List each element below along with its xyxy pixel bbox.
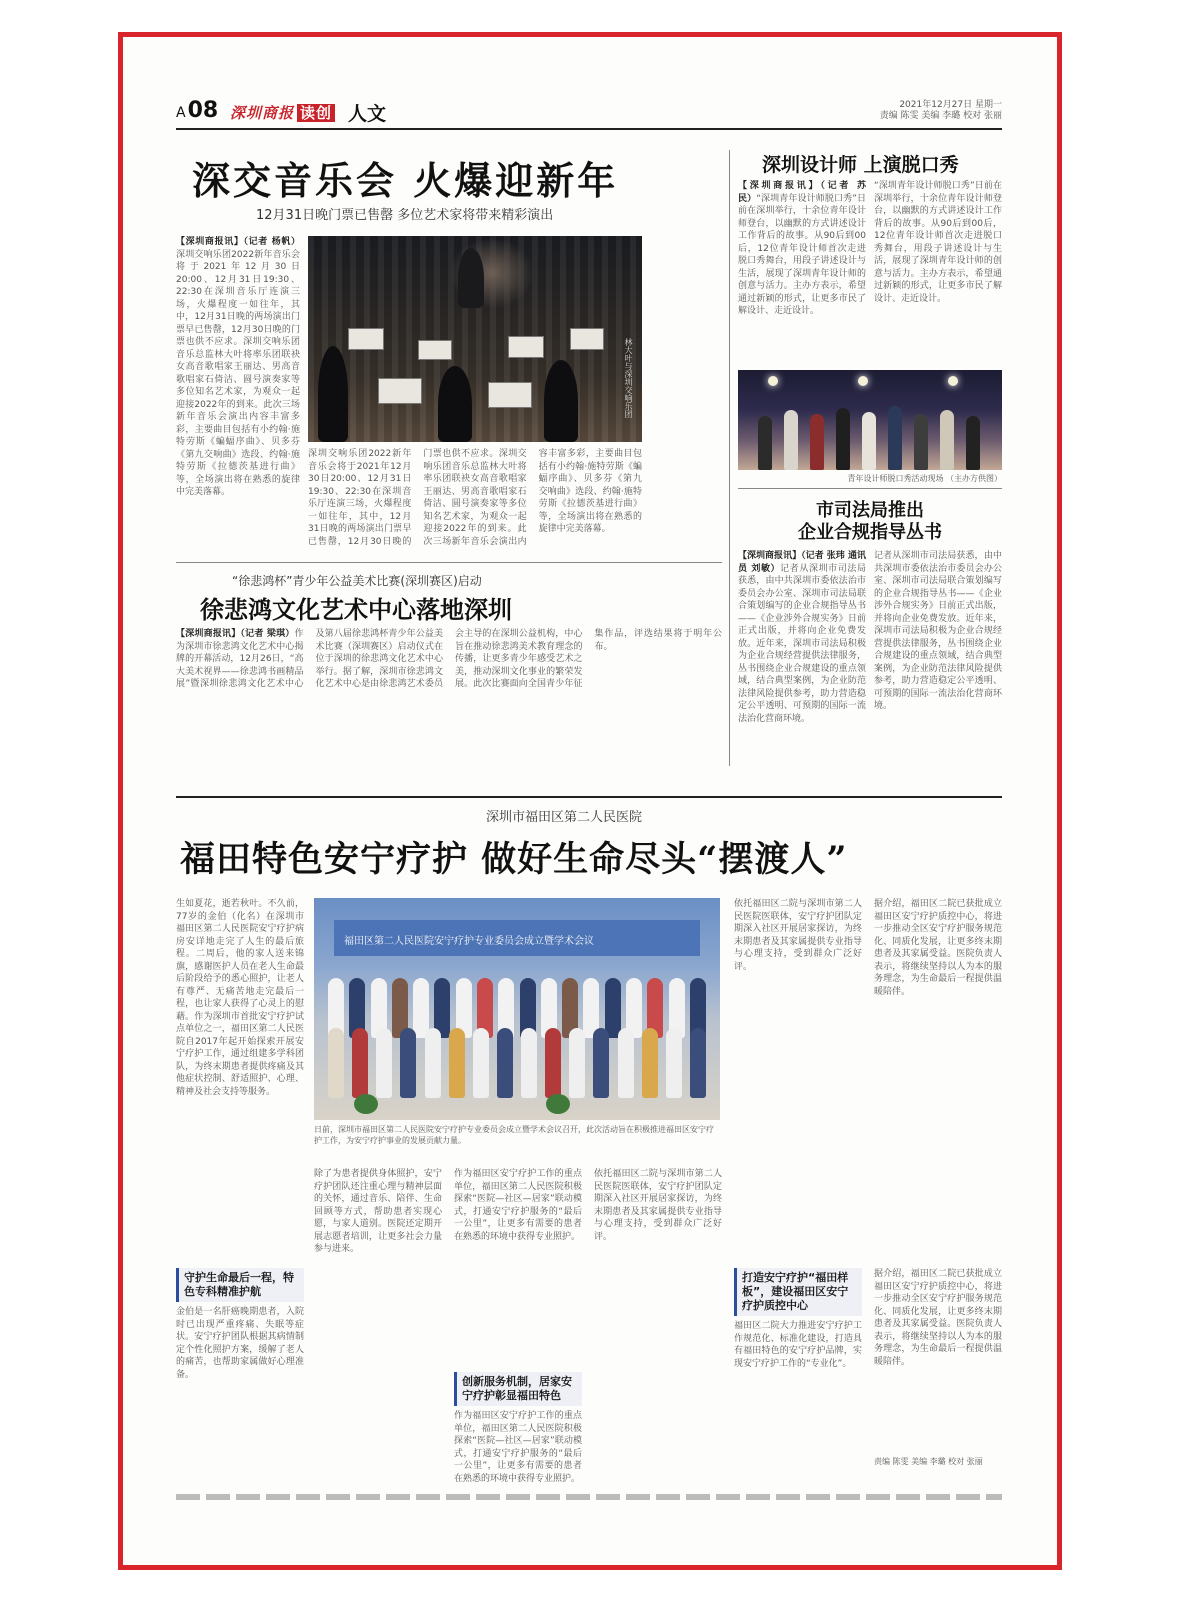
- issue-date: 2021年12月27日 星期一: [899, 100, 1002, 110]
- music-stand: [418, 340, 452, 360]
- designer: [914, 414, 928, 470]
- issue-editors: 责编 陈雯 美编 李璐 校对 张丽: [879, 111, 1002, 121]
- article4-kicker: “徐悲鸿杯”青少年公益美术比赛(深圳赛区)启动: [232, 574, 482, 588]
- group-photo-banner: 福田区第二人民医院安宁疗护专业委员会成立暨学术会议: [334, 920, 700, 956]
- music-stand: [570, 328, 604, 350]
- group-photo-caption: 日前，深圳市福田区第二人民医院安宁疗护专业委员会成立暨学术会议召开，此次活动旨在积极推进福田区安宁疗护工作，为安宁疗护事业的发展贡献力量。: [314, 1125, 714, 1145]
- orchestra-photo-caption: 林大叶与深圳交响乐团: [624, 338, 633, 418]
- fashion-show-photo: [738, 370, 1002, 470]
- article3-body-continued: 记者从深圳市司法局获悉，由中共深圳市委依法治市委员会办公室、深圳市司法局联合策划编写的企业合规指导丛书——《企业涉外合规实务》日前正式出版，并将向企业免费发放。近年来，深圳市司法局积极为企业合规经营提供法律服务，丛书围绕企业合规建设的重点领域，结合典型案例，为企业防范法律风险提供参考，助力营造稳定公平透明、可预期的国际一流法治化营商环境。: [874, 551, 1002, 711]
- article3-title-line1: 市司法局推出: [816, 500, 924, 521]
- designer: [784, 410, 798, 470]
- article1-body: 【深圳商报讯】（记者 杨帆）深圳交响乐团2022新年音乐会将于2021年12月30日20:00、12月31日19:30、22:30在深圳音乐厅连演三场，火爆程度一如往年，其中，12月31日晚的两场演出门票早已售罄，12月30日晚的门票也供不应求。深圳交响乐团音乐总监林大叶将率乐团联袂女高音歌唱家王丽达、男高音歌唱家石倚洁、圆号演奏家等多位知名艺术家，为观众一起迎接2022年的到来。此次三场新年音乐会演出内容丰富多彩，主要曲目包括有小约翰·施特劳斯《蝙蝠序曲》、贝多芬《第九交响曲》选段、约翰·施特劳斯《拉德茨基进行曲》等，全场演出将在熟悉的旋律中完美落幕。: [176, 237, 300, 497]
- paper-badge: 读创: [297, 104, 335, 122]
- article2-title: 深圳设计师 上演脱口秀: [762, 154, 959, 176]
- section-rule: [176, 562, 722, 563]
- article5-body-col4b: 福田区二院大力推进安宁疗护工作规范化、标准化建设，打造具有福田特色的安宁疗护品牌，实现安宁疗护工作的“专业化”。: [734, 1321, 862, 1369]
- feature-top-rule: [176, 796, 1002, 798]
- music-stand: [508, 336, 544, 358]
- article4-title: 徐悲鸿文化艺术中心落地深圳: [200, 595, 512, 624]
- article5-body-col5b: 据介绍，福田区二院已获批成立福田区安宁疗护质控中心，将进一步推动全区安宁疗护服务规范化、同质化发展，让更多终末期患者及其家属受益。医院负责人表示，将继续坚持以人为本的服务理念，为生命最后一程提供温暖陪伴。: [874, 1269, 1002, 1367]
- footer-rule: [176, 1494, 1002, 1500]
- musician: [318, 346, 348, 442]
- plant-pot: [354, 1094, 378, 1114]
- section-rule: [738, 488, 1002, 489]
- footer-editors: 责编 陈雯 美编 李璐 校对 张丽: [874, 1457, 983, 1466]
- designer: [810, 414, 824, 470]
- article5-body-col5: 据介绍，福田区二院已获批成立福田区安宁疗护质控中心，将进一步推动全区安宁疗护服务规范化、同质化发展，让更多终末期患者及其家属受益。医院负责人表示，将继续坚持以人为本的服务理念，为生命最后一程提供温暖陪伴。: [874, 899, 1002, 997]
- masthead: [176, 98, 1002, 126]
- musician: [438, 366, 472, 442]
- article5-subhead3: 打造安宁疗护“福田样板”，建设福田区安宁疗护质控中心: [734, 1268, 862, 1316]
- orchestra-photo: [308, 236, 642, 442]
- article5-body-col1b: 金伯是一名肝癌晚期患者，入院时已出现严重疼痛、失眠等症状。安宁疗护团队根据其病情制定个性化照护方案，缓解了老人的痛苦，也帮助家属做好心理准备。: [176, 1307, 304, 1380]
- designer: [862, 412, 876, 470]
- designer: [758, 416, 772, 470]
- issue-meta: [880, 100, 1002, 122]
- article5-subhead2: 创新服务机制，居家安宁疗护彰显福田特色: [454, 1372, 582, 1406]
- music-stand: [378, 378, 422, 404]
- article2-body-continued: “深圳青年设计师脱口秀”日前在深圳举行，十余位青年设计师登台，以幽默的方式讲述设计工作背后的故事。从90后到00后，12位青年设计师首次走进脱口秀舞台，用段子讲述设计与生活，展现了深圳青年设计师的创意与活力。主办方表示，希望通过新颖的形式，让更多市民了解设计、走近设计。: [874, 181, 1002, 304]
- designer: [888, 406, 902, 470]
- conductor: [458, 248, 484, 308]
- article5-body-col3: 作为福田区安宁疗护工作的重点单位，福田区第二人民医院积极探索“医院—社区—居家”联动模式，打通安宁疗护服务的“最后一公里”，让更多有需要的患者在熟悉的环境中获得专业照护。: [454, 1169, 582, 1242]
- article1-title: 深交音乐会 火爆迎新年: [192, 158, 619, 203]
- article5-body-col1: 生如夏花，逝若秋叶。不久前，77岁的金伯（化名）在深圳市福田区第二人民医院安宁疗护病房安详地走完了人生的最后旅程。二周后，他的家人送来锦旗，感谢医护人员在老人生命最后阶段给予的悉心照护，让老人有尊严、无痛苦地走完最后一程，也让家人获得了心灵上的慰藉。作为深圳市首批安宁疗护试点单位之一，福田区第二人民医院自2017年起开始探索开展安宁疗护工作，通过组建多学科团队，为终末期患者提供疼痛及其他症状控制、舒适照护、心理、精神及社会支持等服务。: [176, 899, 304, 1097]
- article1-subtitle: 12月31日晚门票已售罄 多位艺术家将带来精彩演出: [256, 208, 554, 223]
- article3-body: 【深圳商报讯】（记者 张玮 通讯员 刘敏）记者从深圳市司法局获悉，由中共深圳市委依法治市委员会办公室、深圳市司法局联合策划编写的企业合规指导丛书——《企业涉外合规实务》日前正式出版，并将向企业免费发放。近年来，深圳市司法局积极为企业合规经营提供法律服务，丛书围绕企业合规建设的重点领域，结合典型案例，为企业防范法律风险提供参考，助力营造稳定公平透明、可预期的国际一流法治化营商环境。: [738, 551, 866, 724]
- column-divider: [729, 150, 730, 766]
- plant-pot: [546, 1094, 570, 1114]
- group-photo: [314, 898, 720, 1120]
- designer: [836, 408, 850, 470]
- stage-light: [948, 376, 958, 386]
- designer: [940, 410, 954, 470]
- article5-body-col2: 除了为患者提供身体照护，安宁疗护团队还注重心理与精神层面的关怀，通过音乐、陪伴、生命回顾等方式，帮助患者实现心愿，与家人道别。医院还定期开展志愿者培训，让更多社会力量参与进来。: [314, 1169, 442, 1254]
- music-stand: [488, 382, 532, 408]
- article5-kicker: 深圳市福田区第二人民医院: [486, 810, 643, 825]
- article5-body-col4-lower: 依托福田区二院与深圳市第二人民医院医联体，安宁疗护团队定期深入社区开展居家探访，为终末期患者及其家属提供专业指导与心理支持，受到群众广泛好评。: [594, 1169, 722, 1242]
- fashion-photo-caption: 青年设计师脱口秀活动现场 （主办方供图）: [847, 474, 1002, 483]
- stage-light: [858, 376, 868, 386]
- page-number: A08: [176, 98, 219, 123]
- stage-light: [768, 376, 778, 386]
- article5-title: 福田特色安宁疗护 做好生命尽头“摆渡人”: [180, 839, 848, 880]
- people-row-front: [328, 1028, 706, 1098]
- article5-body-col4: 依托福田区二院与深圳市第二人民医院医联体，安宁疗护团队定期深入社区开展居家探访，为终末期患者及其家属提供专业指导与心理支持，受到群众广泛好评。: [734, 899, 862, 972]
- musician: [544, 360, 578, 442]
- designer: [966, 416, 980, 470]
- header-rule: [176, 128, 1002, 130]
- article2-body: 【深圳商报讯】（记者 苏民）“深圳青年设计师脱口秀”日前在深圳举行，十余位青年设计师登台，以幽默的方式讲述设计工作背后的故事。从90后到00后，12位青年设计师首次走进脱口秀舞台，用段子讲述设计与生活，展现了深圳青年设计师的创意与活力。主办方表示，希望通过新颖的形式，让更多市民了解设计、走近设计。: [738, 181, 866, 316]
- article5-body-col3b: 作为福田区安宁疗护工作的重点单位，福田区第二人民医院积极探索“医院—社区—居家”联动模式，打通安宁疗护服务的“最后一公里”，让更多有需要的患者在熟悉的环境中获得专业照护。: [454, 1411, 582, 1484]
- paper-name: 深圳商报 读创: [230, 102, 335, 123]
- article1-body-continued: 深圳交响乐团2022新年音乐会将于2021年12月30日20:00、12月31日19:30、22:30在深圳音乐厅连演三场，火爆程度一如往年，其中，12月31日晚的两场演出门票早已售罄，12月30日晚的门票也供不应求。深圳交响乐团音乐总监林大叶将率乐团联袂女高音歌唱家王丽达、男高音歌唱家石倚洁、圆号演奏家等多位知名艺术家，为观众一起迎接2022年的到来。此次三场新年音乐会演出内容丰富多彩，主要曲目包括有小约翰·施特劳斯《蝙蝠序曲》、贝多芬《第九交响曲》选段、约翰·施特劳斯《拉德茨基进行曲》等，全场演出将在熟悉的旋律中完美落幕。: [308, 449, 642, 547]
- music-stand: [348, 328, 384, 350]
- article3-title-line2: 企业合规指导丛书: [798, 522, 942, 543]
- article5-subhead1: 守护生命最后一程，特色专科精准护航: [176, 1268, 304, 1302]
- article4-body: 【深圳商报讯】（记者 梁琪）作为深圳市徐悲鸿文化艺术中心揭牌的开幕活动，12月26日，“高大美术视界——徐悲鸿书画精品展”暨深圳徐悲鸿文化艺术中心及第八届徐悲鸿杯青少年公益美术比赛（深圳赛区）启动仪式在位于深圳的徐悲鸿文化艺术中心举行。据了解，深圳市徐悲鸿文化艺术中心是由徐悲鸿艺术委员会主导的在深圳公益机构，中心旨在推动徐悲鸿美术教育理念的传播，让更多青少年感受艺术之美，推动深圳文化事业的繁荣发展。此次比赛面向全国青少年征集作品，评选结果将于明年公布。: [176, 629, 722, 689]
- section-name: 人文: [348, 103, 387, 125]
